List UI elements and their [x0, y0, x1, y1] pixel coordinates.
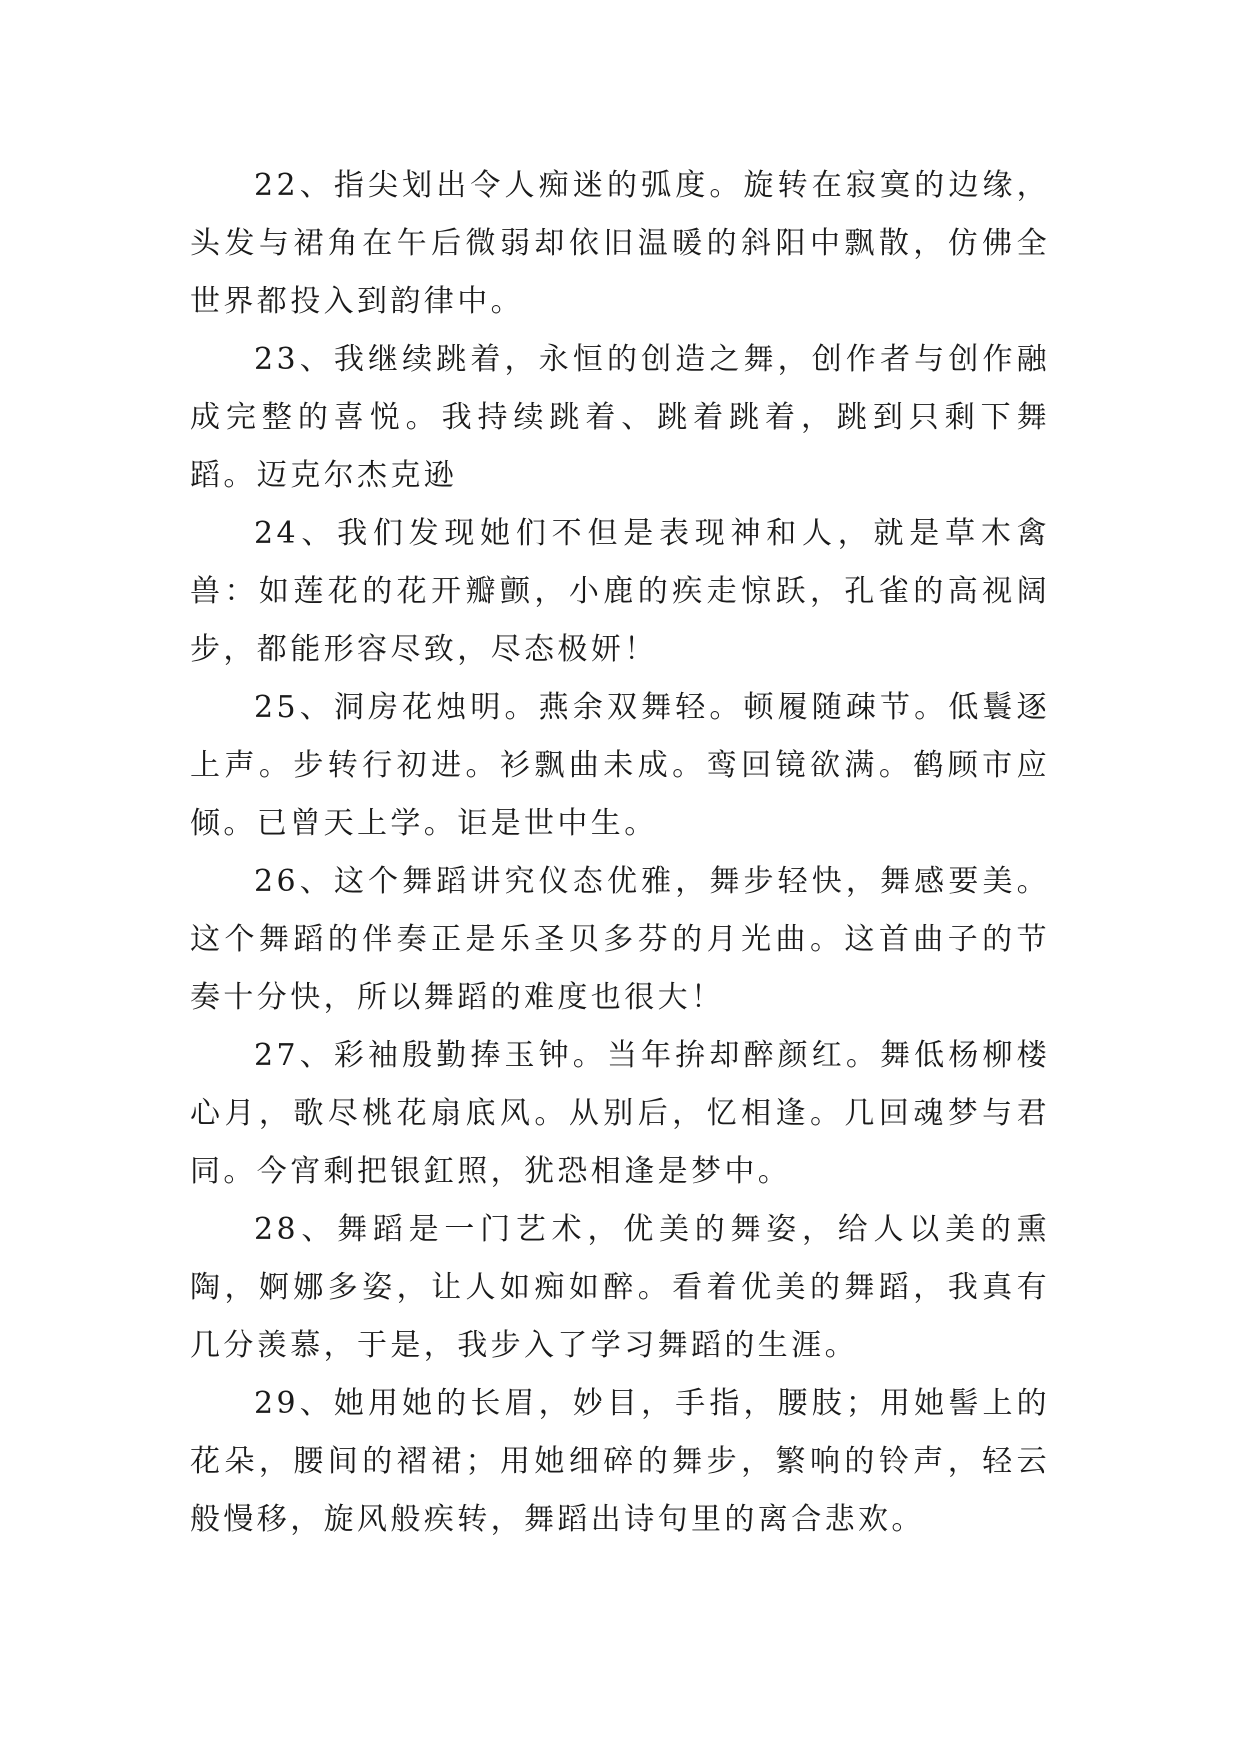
paragraph-22: 22、指尖划出令人痴迷的弧度。旋转在寂寞的边缘，头发与裙角在午后微弱却依旧温暖的斜阳中飘散，仿佛全世界都投入到韵律中。: [190, 168, 1050, 319]
paragraph-24: 24、我们发现她们不但是表现神和人，就是草木禽兽：如莲花的花开瓣颤，小鹿的疾走惊跃，孔雀的高视阔步，都能形容尽致，尽态极妍！: [190, 516, 1050, 667]
paragraph-23: 23、我继续跳着，永恒的创造之舞，创作者与创作融成完整的喜悦。我持续跳着、跳着跳着，跳到只剩下舞蹈。迈克尔杰克逊: [190, 342, 1050, 493]
paragraph-28: 28、舞蹈是一门艺术，优美的舞姿，给人以美的熏陶，婀娜多姿，让人如痴如醉。看着优美的舞蹈，我真有几分羡慕，于是，我步入了学习舞蹈的生涯。: [190, 1212, 1050, 1363]
document-body: [190, 157, 1050, 1549]
paragraph-25: 25、洞房花烛明。燕余双舞轻。顿履随疎节。低鬟逐上声。步转行初进。衫飘曲未成。鸾回镜欲满。鹤顾市应倾。已曾天上学。讵是世中生。: [190, 690, 1050, 841]
paragraph-27: 27、彩袖殷勤捧玉钟。当年拚却醉颜红。舞低杨柳楼心月，歌尽桃花扇底风。从别后，忆相逢。几回魂梦与君同。今宵剩把银釭照，犹恐相逢是梦中。: [190, 1038, 1050, 1189]
paragraph-29: 29、她用她的长眉，妙目，手指，腰肢；用她髻上的花朵，腰间的褶裙；用她细碎的舞步，繁响的铃声，轻云般慢移，旋风般疾转，舞蹈出诗句里的离合悲欢。: [190, 1386, 1050, 1537]
paragraph-26: 26、这个舞蹈讲究仪态优雅，舞步轻快，舞感要美。这个舞蹈的伴奏正是乐圣贝多芬的月光曲。这首曲子的节奏十分快，所以舞蹈的难度也很大！: [190, 864, 1050, 1015]
